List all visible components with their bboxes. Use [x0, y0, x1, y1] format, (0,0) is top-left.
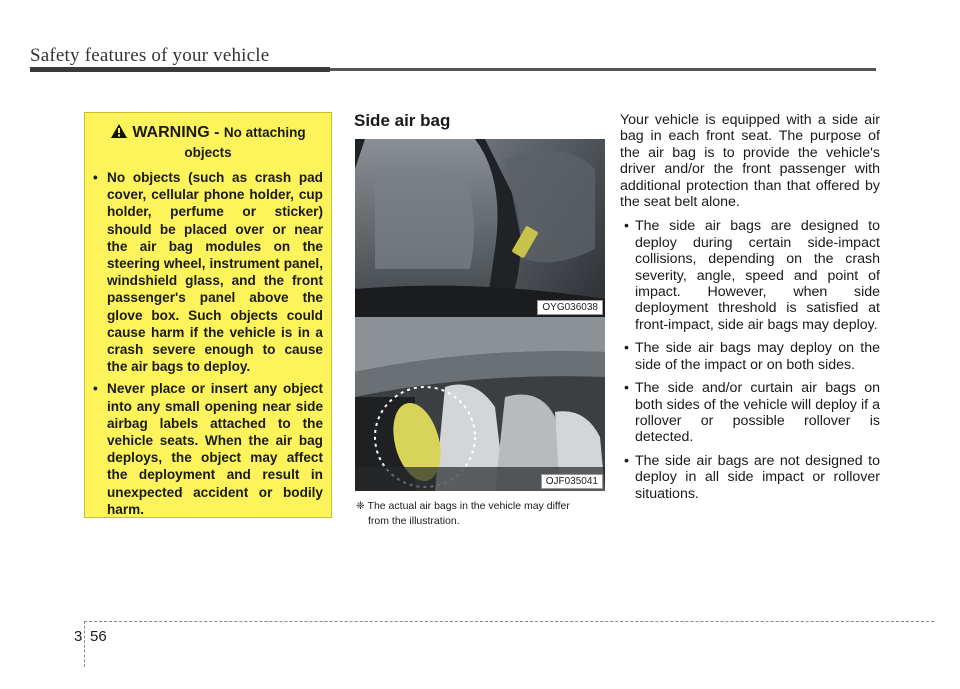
body-text [620, 112, 880, 509]
footer-rule [84, 621, 934, 622]
list-item: • The side air bags may deploy on the side of the impact or on both sides. [624, 340, 880, 373]
warning-item: • No objects (such as crash pad cover, cellular phone holder, cup holder, perfume or sticker) should be placed over or near the air bag modules on the steering wheel, instrument panel, windshield glass, and the front passenger's panel above the glove box. Such objects could cause harm if the vehicle is in a crash severe enough to cause the air bags to deploy. [93, 170, 323, 375]
warning-label: WARNING - [132, 124, 220, 141]
warning-heading [85, 123, 331, 144]
list-item: • The side air bags are not designed to deploy in all side impact or rollover situations. [624, 452, 880, 502]
list-item: • The side and/or curtain air bags on both sides of the vehicle will deploy if a rollover or possible rollover is detected. [624, 380, 880, 446]
header-rule [30, 67, 876, 74]
list-item: • The side air bags are designed to deploy during certain side-impact collisions, depending on the crash severity, angle, speed and point of impact. However, when side deployment threshold is satisfied at front-impact, side air bags may deploy. [624, 218, 880, 333]
seat-airbag-illustration [355, 139, 605, 317]
warning-topic: No attaching [223, 125, 306, 140]
warning-item: • Never place or insert any object into any small opening near side airbag labels attached to the vehicle seats. When the air bag deploys, the object may affect the deployment and result in unexpected accident or bodily harm. [93, 381, 323, 517]
illustration-note: ❈ The actual air bags in the vehicle may differ from the illustration. [356, 500, 570, 527]
intro-paragraph: Your vehicle is equipped with a side air bag in each front seat. The purpose of the air bag is to provide the vehicle's driver and/or the front passenger with additional protection than that offered by the seat belt alone. [620, 112, 880, 211]
warning-topic-cont: objects [184, 145, 232, 160]
footer-divider [84, 621, 85, 667]
page-number: 56 [90, 628, 107, 645]
image-code-label: OYG036038 [537, 300, 603, 315]
section-title: Side air bag [354, 111, 451, 130]
curtain-airbag-illustration [355, 317, 605, 491]
image-code-label: OJF035041 [541, 474, 603, 489]
warning-triangle-icon [110, 123, 128, 144]
page-header-title: Safety features of your vehicle [30, 45, 270, 66]
warning-list [91, 169, 323, 523]
warning-box [84, 112, 332, 518]
section-number: 3 [74, 628, 83, 645]
bullet-list [620, 218, 880, 502]
note-symbol: ❈ [356, 500, 365, 512]
